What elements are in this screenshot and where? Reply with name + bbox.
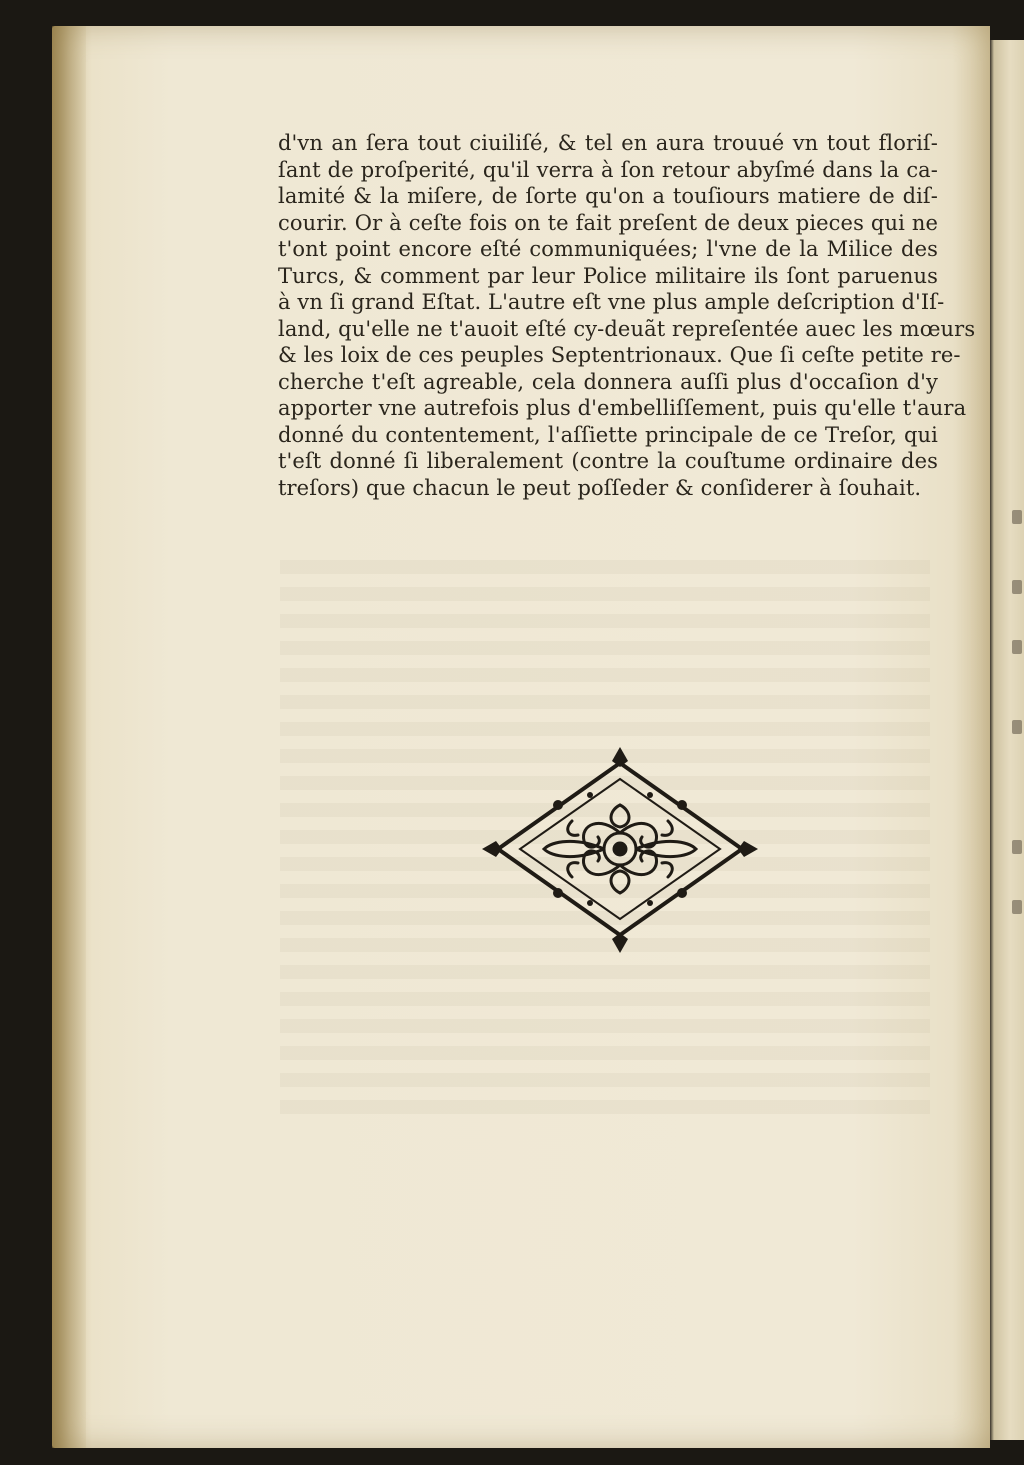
text-line: cherche t'eſt agreable, cela donnera auſſi plus d'occaſion d'y: [278, 369, 938, 394]
text-line: donné du contentement, l'aſſiette principale de ce Treſor, qui: [278, 422, 938, 447]
text-line: d'vn an ſera tout ciuiliſé, & tel en aura trouué vn tout floriſ-: [278, 131, 938, 155]
text-line: courir. Or à ceſte fois on te fait preſent de deux pieces qui ne: [278, 210, 938, 235]
text-line: ſant de proſperité, qu'il verra à ſon retour abyſmé dans la ca-: [278, 157, 938, 182]
fleuron-ornament-icon: [480, 745, 760, 955]
adjacent-page-edge: [990, 40, 1024, 1440]
page-gutter-shadow: [52, 26, 86, 1448]
adjacent-page-glyph: [1012, 580, 1022, 594]
adjacent-page-glyph: [1012, 640, 1022, 654]
text-line: t'eſt donné ſi liberalement (contre la couſtume ordinaire des: [278, 449, 938, 473]
text-line: apporter vne autrefois plus d'embelliſſement, puis qu'elle t'aura: [278, 396, 967, 420]
text-line: à vn ſi grand Eſtat. L'autre eſt vne plus ample deſcription d'Iſ-: [278, 290, 945, 314]
text-line: & les loix de ces peuples Septentrionaux. Que ſi ceſte petite re-: [278, 343, 961, 367]
text-line: treſors) que chacun le peut poſſeder & conſiderer à ſouhait.: [278, 475, 922, 500]
text-line: lamité & la miſere, de ſorte qu'on a touſiours matiere de diſ-: [278, 184, 938, 208]
adjacent-page-glyph: [1012, 900, 1022, 914]
text-line: land, qu'elle ne t'auoit eſté cy-deuãt repreſentée auec les mœurs: [278, 316, 976, 341]
text-line: Turcs, & comment par leur Police militaire ils ſont paruenus: [278, 263, 938, 288]
adjacent-page-glyph: [1012, 720, 1022, 734]
adjacent-page-glyph: [1012, 840, 1022, 854]
body-text: [278, 130, 976, 501]
adjacent-page-glyph: [1012, 510, 1022, 524]
text-line: t'ont point encore eſté communiquées; l'vne de la Milice des: [278, 237, 938, 261]
